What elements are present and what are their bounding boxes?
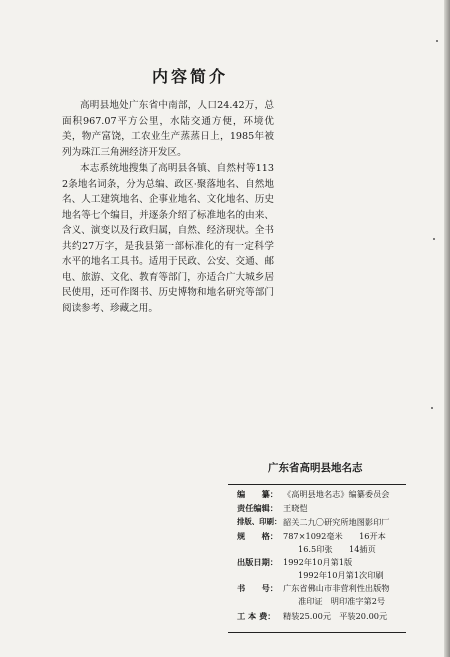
typesetting-label: 排版、印刷： <box>237 517 282 526</box>
intro-paragraph-1: 高明县地处广东省中南部，人口24.42万，总面积967.07平方公里，水陆交通方便，环境优美，物产富饶，工农业生产蒸蒸日上，1985年被列为珠江三角洲经济开发区。 <box>62 100 274 158</box>
spec-line-1: 787×1092毫米 16开本 <box>283 531 386 541</box>
bookno-label: 书 号： <box>237 583 278 593</box>
spec-label: 规 格： <box>237 531 278 541</box>
edition-line-2: 1992年10月第1次印刷 <box>298 570 384 580</box>
divider-bottom <box>228 632 406 633</box>
typesetting-value: 韶关二九〇研究所地图影印厂 <box>283 517 390 527</box>
scan-speck <box>436 40 438 42</box>
intro-paragraph-2: 本志系统地搜集了高明县各镇、自然村等1132条地名词条，分为总编、政区·聚落地名、自然地名、人工建筑地名、企事业地名、文化地名、历史地名等七个编目，并逐条介绍了标准地名的由来、含义、演变以及行政归属，自然、经济现状。全书共约27万字，是我县第一部标准化的有一定科学水平的地名工具书。适用于民政、公安、交通、邮电、旅游、文化、教育等部门，亦适合广大城乡居民使用，还可作图书、历史博物和地名研究等部门阅读参考、珍藏之用。 <box>62 163 274 314</box>
responsible-editor-label: 责任编辑： <box>237 503 278 513</box>
divider-top <box>228 484 406 485</box>
editor-label: 编 纂： <box>237 489 278 499</box>
responsible-editor-value: 王晓恺 <box>283 503 308 513</box>
scan-edge-shadow <box>444 0 450 657</box>
edition-line-1: 1992年10月第1版 <box>283 557 353 567</box>
edition-label: 出版日期： <box>237 557 278 567</box>
price-value: 精装25.00元 平装20.00元 <box>283 611 388 621</box>
scan-speck <box>431 407 433 409</box>
intro-title: 内容简介 <box>151 67 228 86</box>
bookno-line-2: 准印证 明印准字第2号 <box>298 596 386 606</box>
book-title: 广东省高明县地名志 <box>268 462 363 474</box>
price-label: 工 本 费： <box>237 611 276 621</box>
bookno-line-1: 广东省佛山市非营利性出版物 <box>283 583 390 593</box>
scan-speck <box>433 238 435 240</box>
spec-line-2: 16.5印张 14插页 <box>298 544 376 554</box>
editor-value: 《高明县地名志》编纂委员会 <box>283 489 390 499</box>
